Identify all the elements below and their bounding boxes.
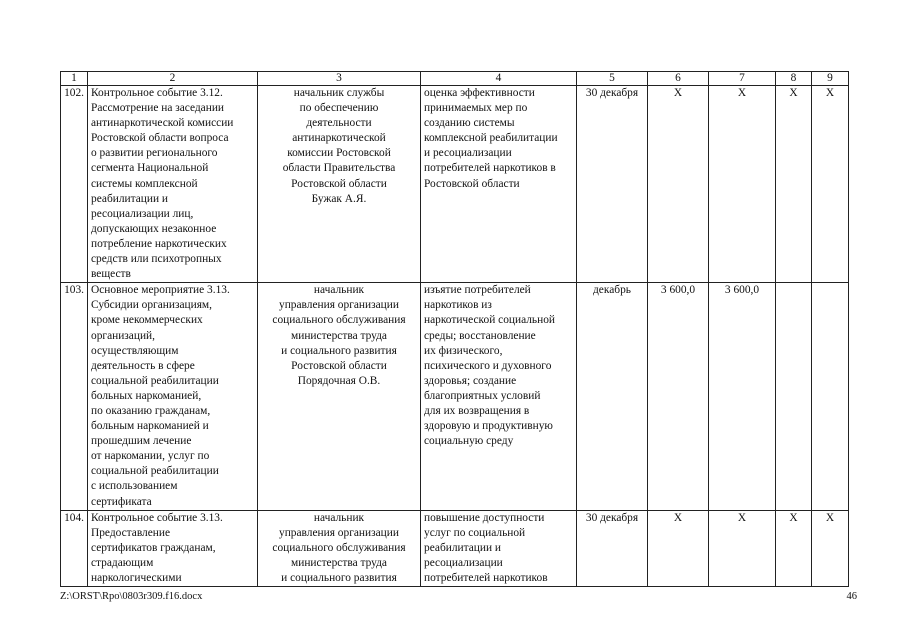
footer-file-path: Z:\ORST\Rpo\0803r309.f16.docx	[60, 591, 203, 602]
plan-table	[60, 71, 849, 587]
page-number: 46	[846, 591, 857, 602]
table-row	[61, 510, 849, 586]
table-row	[61, 283, 849, 510]
event-name: Основное мероприятие 3.13. Субсидии организациям, кроме некоммерческих организаций, осуществляющим деятельность в сфере социальной реабилитации больных наркоманией, по оказанию гражданам, больным наркоманией и прошедшим лечение от наркомании, услуг по социальной реабилитации с использованием сертификата	[88, 283, 258, 510]
deadline: 30 декабря	[577, 510, 648, 586]
funding-cell: 3 600,0	[648, 283, 709, 510]
responsible-person: начальник управления организации социального обслуживания министерства труда и социального развития Ростовской области Порядочная О.В.	[258, 283, 421, 510]
funding-cell: Х	[812, 510, 849, 586]
responsible-person: начальник службы по обеспечению деятельности антинаркотической комиссии Ростовской области Правительства Ростовской области Бужак А.Я.	[258, 86, 421, 283]
column-header: 6	[648, 72, 709, 86]
event-name: Контрольное событие 3.12. Рассмотрение на заседании антинаркотической комиссии Ростовской области вопроса о развитии регионального сегмента Национальной системы комплексной реабилитации и ресоциализации лиц, допускающих незаконное потребление наркотических средств или психотропных веществ	[88, 86, 258, 283]
row-number: 103.	[61, 283, 88, 510]
column-header: 4	[421, 72, 577, 86]
row-number: 102.	[61, 86, 88, 283]
table-row	[61, 86, 849, 283]
deadline: декабрь	[577, 283, 648, 510]
deadline: 30 декабря	[577, 86, 648, 283]
column-header: 9	[812, 72, 849, 86]
funding-cell	[812, 283, 849, 510]
funding-cell	[776, 283, 812, 510]
funding-cell: Х	[709, 510, 776, 586]
column-header: 3	[258, 72, 421, 86]
row-number: 104.	[61, 510, 88, 586]
funding-cell: Х	[812, 86, 849, 283]
expected-result: повышение доступности услуг по социальной реабилитации и ресоциализации потребителей наркотиков	[421, 510, 577, 586]
funding-cell: Х	[709, 86, 776, 283]
column-header: 5	[577, 72, 648, 86]
column-header: 7	[709, 72, 776, 86]
funding-cell: Х	[648, 510, 709, 586]
responsible-person: начальник управления организации социального обслуживания министерства труда и социального развития	[258, 510, 421, 586]
column-number-row	[61, 72, 849, 86]
funding-cell: Х	[776, 510, 812, 586]
column-header: 1	[61, 72, 88, 86]
event-name: Контрольное событие 3.13. Предоставление сертификатов гражданам, страдающим наркологическими	[88, 510, 258, 586]
funding-cell: Х	[648, 86, 709, 283]
expected-result: изъятие потребителей наркотиков из наркотической социальной среды; восстановление их физического, психического и духовного здоровья; создание благоприятных условий для их возвращения в здоровую и продуктивную социальную среду	[421, 283, 577, 510]
expected-result: оценка эффективности принимаемых мер по созданию системы комплексной реабилитации и ресоциализации потребителей наркотиков в Ростовской области	[421, 86, 577, 283]
column-header: 2	[88, 72, 258, 86]
funding-cell: Х	[776, 86, 812, 283]
column-header: 8	[776, 72, 812, 86]
funding-cell: 3 600,0	[709, 283, 776, 510]
